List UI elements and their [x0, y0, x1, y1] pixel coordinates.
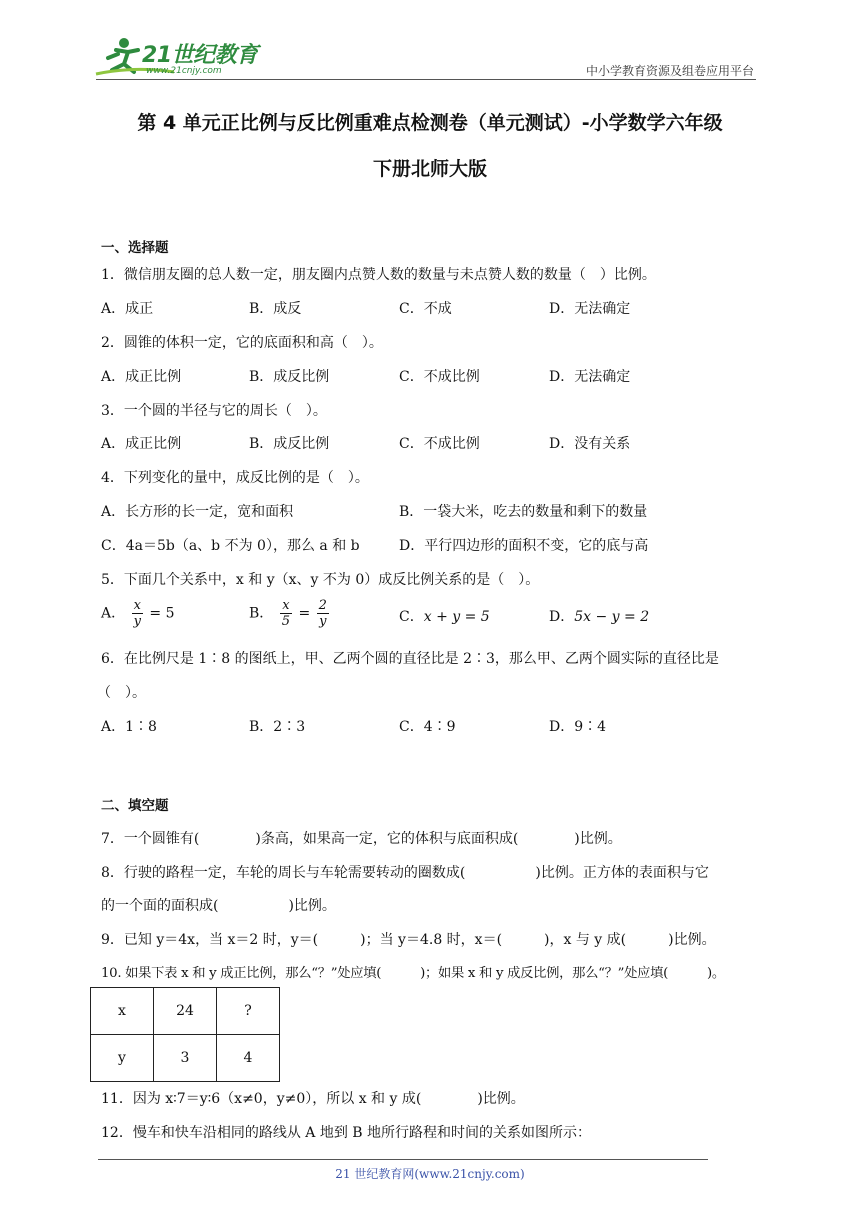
question-5-stem: 5．下面几个关系中，x 和 y（x、y 不为 0）成反比例关系的是（ ）。 [101, 572, 540, 588]
question-2-stem: 2．圆锥的体积一定，它的底面积和高（ ）。 [101, 335, 383, 351]
table-row [91, 988, 280, 1035]
q5-c-label: C． [399, 609, 424, 625]
q5-b-equals: = [298, 605, 311, 622]
q5-option-b [249, 598, 331, 629]
q4-option-d: D．平行四边形的面积不变，它的底与高 [399, 538, 649, 554]
q6-option-c: C．4∶9 [399, 719, 456, 735]
q1-option-b: B．成反 [249, 301, 302, 317]
q4-option-b: B．一袋大米，吃去的数量和剩下的数量 [399, 504, 648, 520]
q5-a-label: A． [101, 605, 126, 622]
q5-b-fraction-left: $\frac{x}{5}$ [281, 598, 291, 629]
question-3-stem: 3．一个圆的半径与它的周长（ ）。 [101, 403, 327, 419]
page-title-line1: 第 4 单元正比例与反比例重难点检测卷（单元测试）-小学数学六年级 [137, 112, 723, 134]
footer-link[interactable]: 21 世纪教育网(www.21cnjy.com) [335, 1167, 525, 1181]
q5-option-a [101, 598, 174, 629]
table-cell: x [91, 988, 154, 1035]
section-fill-heading: 二、填空题 [101, 798, 169, 814]
question-10: 10. 如果下表 x 和 y 成正比例，那么“？”处应填( )；如果 x 和 y 成反比例，那么“？”处应填( )。 [101, 966, 725, 981]
table-cell: 4 [217, 1035, 280, 1082]
question-8-line1: 8．行驶的路程一定，车轮的周长与车轮需要转动的圈数成( )比例。正方体的表面积与它 [101, 865, 709, 881]
q2-option-c: C．不成比例 [399, 369, 480, 385]
q5-b-label: B． [249, 605, 274, 622]
q4-option-c: C．4a＝5b（a、b 不为 0），那么 a 和 b [101, 538, 360, 554]
page-title-line2: 下册北师大版 [372, 158, 487, 180]
q3-option-a: A．成正比例 [101, 436, 182, 452]
q2-option-a: A．成正比例 [101, 369, 182, 385]
q3-option-d: D．没有关系 [549, 436, 631, 452]
q4-option-a: A．长方形的长一定，宽和面积 [101, 504, 294, 520]
q5-option-d [549, 606, 649, 626]
question-6-stem-line2: （ ）。 [97, 685, 146, 701]
q1-option-c: C．不成 [399, 301, 452, 317]
q5-a-rest: = 5 [149, 605, 175, 622]
table-row [91, 1035, 280, 1082]
section-choice-heading: 一、选择题 [101, 240, 169, 256]
q1-option-a: A．成正 [101, 301, 154, 317]
q5-b-fraction-right: $\frac{2}{y}$ [318, 598, 327, 629]
question-8-line2: 的一个面的面积成( )比例。 [101, 898, 336, 914]
q10-table [90, 987, 280, 1082]
platform-name: 中小学教育资源及组卷应用平台 [585, 64, 754, 78]
q5-option-c [399, 606, 490, 626]
table-cell: 3 [154, 1035, 217, 1082]
q5-a-fraction: $\frac{x}{y}$ [133, 598, 141, 629]
q5-d-expr: 5x − y = 2 [574, 609, 650, 625]
q6-option-a: A．1∶8 [101, 719, 157, 735]
q2-option-b: B．成反比例 [249, 369, 330, 385]
footer-divider [98, 1159, 708, 1160]
question-11: 11．因为 x∶7＝y∶6（x≠0，y≠0），所以 x 和 y 成( )比例。 [101, 1091, 525, 1107]
question-12: 12．慢车和快车沿相同的路线从 A 地到 B 地所行路程和时间的关系如图所示： [101, 1125, 592, 1141]
q5-d-label: D． [549, 609, 575, 625]
logo-text: 21世纪教育 [142, 43, 258, 68]
table-cell: 24 [154, 988, 217, 1035]
q3-option-c: C．不成比例 [399, 436, 480, 452]
q6-option-b: B．2∶3 [249, 719, 306, 735]
logo-url: www.21cnjy.com [146, 66, 222, 76]
q3-option-b: B．成反比例 [249, 436, 330, 452]
q6-option-d: D．9∶4 [549, 719, 607, 735]
question-4-stem: 4．下列变化的量中，成反比例的是（ ）。 [101, 470, 369, 486]
q2-option-d: D．无法确定 [549, 369, 631, 385]
q1-option-d: D．无法确定 [549, 301, 631, 317]
q5-c-expr: x + y = 5 [423, 609, 490, 625]
question-1-stem: 1．微信朋友圈的总人数一定，朋友圈内点赞人数的数量与未点赞人数的数量（ ）比例。 [101, 267, 656, 283]
header-divider [96, 79, 756, 80]
table-cell: ? [217, 988, 280, 1035]
question-7: 7．一个圆锥有( )条高，如果高一定，它的体积与底面积成( )比例。 [101, 831, 622, 847]
question-9: 9．已知 y＝4x，当 x＝2 时，y＝( )；当 y＝4.8 时，x＝( )，x 与 y 成( )比例。 [101, 932, 716, 948]
question-6-stem-line1: 6．在比例尺是 1∶8 的图纸上，甲、乙两个圆的直径比是 2∶3，那么甲、乙两个圆实际的直径比是 [101, 651, 719, 667]
table-cell: y [91, 1035, 154, 1082]
